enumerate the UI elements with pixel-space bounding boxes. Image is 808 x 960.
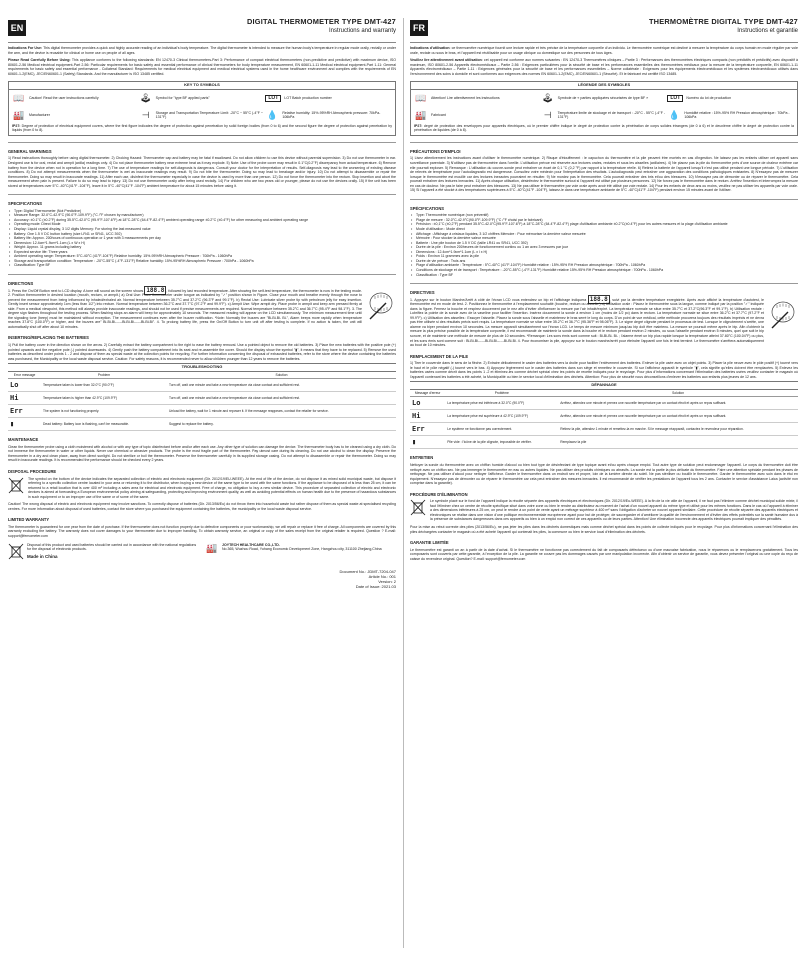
read-text: This appliance conforms to the following standards: EN 12470-3 Clinical thermometers-Part 3: Performance of compact electrical thermometers (non-predictive and predictive) with maximum device, ISO 80601-2-56 Medical electrical equipment-Part 2-56: Particular requirements for basic safety and essential performance of clinical thermometers for body temperature measurement, EN 60601-1-11 Medical electrical equipment-Part 1-11: General requirements for basic safety and essential performance - Collateral Standard: Requirements for medical electrical equipment and medical electrical systems used in the home healthcare environment and complies with the requirements of EN 60601-1-2(EMC), JEC/EN60601-1 (Safety) Standards. And the manufacturer is ISO 13485 certified. — [8, 58, 396, 76]
general-warnings-text: 1) Lisez attentivement les instructions avant d'utiliser le thermomètre numérique. 2) Risque d'étouffement : le capuchon du thermomètre et la pile peuvent être mortels en cas d'ingestion. Ne laissez pas les enfants utiliser cet appareil sans surveillance parentale. 3) N'utilisez pas de thermomètre dans l'oreille. L'utilisation prévue est réservée aux lectures orales, rectales et sous les aisselles (axillaires). 4) Ne placez pas la pile du thermomètre près d'une source de chaleur extrême car elle pourrait exploser. 5) Remarque : L'utilisation du couvre-sonde peut entraîner un écart de 0,1 °C (0,2 °F) par rapport à la température réelle. 6) Retirez la batterie de l'appareil lorsqu'il n'est pas utilisé pendant une longue période. 7) L'utilisation de relevés de température pour l'autodiagnostic est dangereuse. Consultez votre médecin pour l'interprétation des résultats. L'autodiagnostic peut entraîner une aggravation des conditions pathologiques existantes. 8) N'essayez pas de mesurer lorsque le thermomètre est mouillé car des lectures inexactes pourraient en résulter. 9) Ne mordez pas le thermomètre. Cela pourrait entraîner des bris et/ou des blessures. 10) N'essayez pas de démonter ou de réparer le thermomètre. Cela pourrait entraîner des lectures inexactes. 11) Après chaque utilisation, désinfectez le thermomètre surtout si l'appareil est utilisé par plusieurs personnes. 12) Ne forcez pas le thermomètre dans le rectum. Arrêtez l'insertion et interrompez la mesure en cas de douleur. Ne pas le faire peut entraîner des blessures. 13) Ne pas utiliser le thermomètre par voie orale après avoir été utilisé par voie rectale. 14) Pour les enfants de deux ans ou moins, veuillez ne pas utiliser les appareils par voie orale. 15) Si l'appareil a été stocké à des températures supérieures à 5°C -40°C(41°F -104°F), laissez-le dans une température ambiante de 5°C -40°C(41°F -104°F) pendant environ 15 minutes avant de l'utiliser. — [410, 156, 798, 193]
footer-disposal — [8, 543, 199, 561]
spec-item: • Expected service life: Three years — [14, 250, 396, 255]
error-solution: Remplacez la pile — [558, 436, 798, 449]
spec-item: • Conditions de stockage et de transport : Température : -20°C-55°C (-4°F-131°F) Humidité relative 15%-95% RH Pression atmosphérique : 700hPa - 1060hPa — [416, 268, 798, 273]
spec-item: • Weight: Approx. 11 grams including battery — [14, 245, 396, 250]
maintenance-text: Clean the thermometer probe using a cloth moistened with alcohol or with any type of topic disinfectant before and/or after each use. Any other type of solution can damage the device. The thermometer body has to be cleaned using a dry cloth. Do not immerse the thermometer in water or other liquids. Never use chemical or abrasive products. The probe is the most fragile part of the thermometer. Pay utmost care during its cleaning. Do not use alcohol to clean the display. Preserve the thermometer in a dry and clean place, away from direct sunlight. Do not sterilize or boil the thermometer. Preserve the thermometer carefully in its supplied storage casing. Do not attempt to disassemble or repair the thermometer. Doing so may result in inaccurate readings. It is recommended the performance should be checked every 2 years. — [8, 444, 396, 463]
language-badge: FR — [410, 20, 428, 36]
read-label: Please Read Carefully Before Using: — [8, 58, 71, 63]
error-problem: La température prise est inférieure à 32.0°C (90.0°F) — [445, 397, 558, 410]
directions-text-2: , followed by last recorded temperature. After showing the self-test temperature, the thermometer is now in the testing mode. 2. Position thermometer in desired location (mouth, rectum, or armpit.) a) Oral Use: Place thermometer under tongue as indicated by "✓" position shown in Figure. Close your mouth and breathe evenly through the nose to prevent the measurement from being influenced by inhaled/exhaled air. Normal temperature between 35.7°C and 37.2°C (96.3°F and 99.1°F). b) Rectal Use: Lubricate silver probe tip with petroleum jelly for easy insertion. Gently insert sensor approximately 1cm (less than 1/2") into rectum. Normal temperature between 36.2°C and 37.7°C (97.2°F and 99.9°F). c) Armpit Use: Wipe armpit dry. Place probe in armpit and keep arm pressed firmly at side. From a medical viewpoint, this method will always provide inaccurate readings, and should not be used if precise measurements are required. Normal temperature between 35.2°C and 36.7°C (95.4°F and 98.1°F). 3. The degree sign flashes throughout the testing process. When flashing stops an alarm will beep for approximately 10 seconds. The measured reading will appear on the LCD simultaneously. The minimum measurement time until the signaling tone (beep) must be maintained without exception. The measurement continues even after the buzzer notification. *Note: Normally the buzzes are "Bi-Bi-Bi- Bi-", Alarm beeps more rapidly when temperature reaches 37.8°C (100.0°F) or higher, and the buzzes are" Bi-Bi-Bi------Bi-Bi-Bi------Bi-Bi-Bi". 4. To prolong battery life, press the On/Off Button to turn unit off after testing is complete. If no action is taken, the unit will automatically shut off after about 10 minutes. — [8, 288, 362, 329]
company-address: No.365, Wuzhou Road, Yuhang Economic Development Zone, Hangzhou city, 311100 Zhejiang,China — [222, 547, 382, 552]
symbol-storage — [541, 110, 668, 121]
ip-rating — [9, 124, 395, 135]
page-title: DIGITAL THERMOMETER TYPE DMT-427 — [246, 17, 396, 26]
page-title: THERMOMÈTRE DIGITAL TYPE DMT-427 — [648, 17, 798, 26]
symbols-row — [411, 90, 797, 107]
company-block — [222, 543, 382, 561]
symbol-lot — [667, 95, 794, 102]
error-solution: Arrêtez, attendez une minute et prenez une nouvelle température par un contact étroit et après un repos suffisant. — [558, 410, 798, 423]
table-row — [410, 397, 798, 410]
symbols-row — [9, 90, 395, 107]
warranty-title: GARANTIE LIMITÉE — [410, 540, 449, 546]
disposal-text: The symbol on the bottom of the device indicates the separated collection of electric and electronic equipment (Dir. 2012/19/EU-WEEE). At the end of life of the device, do not dispose it as mixed solid municipal waste, but dispose it referring to a specific collection centre located in your area or returning it to the distributor, when buying a new device of the same type to be used with the same functions. If the appliance to be disposed of is less than 25 cm, it can be returned to a retail location that is over 400 m² including a sales area for electrical and electronic equipment. Free of charge, no obligation to buy a new similar device. This procedure of separated collection of electric and electronic devices is aimed at forecasting a European environmental policy aiming at safeguarding, protecting and improving environment quality, as well as avoiding potential effects on human health due to the presence of hazardous substances in such equipment or to an improper use of the same or of some of the same. — [28, 476, 396, 499]
version: Version: 2 — [378, 578, 396, 584]
section-rule — [8, 142, 396, 143]
header — [410, 17, 798, 43]
error-problem: The system is not functioning properly. — [41, 405, 167, 418]
footer-note-block — [27, 543, 199, 561]
spec-item: • Précision : ±0,1°C (±0,2°F) pendant 35.5°C-42.0°C(95.9°F-107.6°F) à 18°C-28°C (64.4°F-82.4°F) plage d'utilisation ambiante ±0.2°C(±0.4°F) pour les autres mesures et la plage d'utilisation ambiante — [416, 222, 798, 227]
mouth-placement-icon — [768, 298, 798, 336]
error-code: Lo — [410, 397, 445, 410]
symbol-manufacturer — [414, 110, 541, 121]
read-label: Veuillez lire attentivement avant utilisation — [410, 58, 482, 63]
troubleshooting-title: DÉPANNAGE — [410, 381, 798, 390]
spec-item: • Poids : Environ 11 grammes avec la pile — [416, 254, 798, 259]
spec-item: • Operating mode: Direct Mode — [14, 222, 396, 227]
date-of-issue: Date of Issue: 2021.03 — [355, 583, 396, 589]
error-solution: Suggest to replace the battery. — [167, 418, 396, 431]
caution-text: Pour la mise au rebut correcte des piles (2013/56/Eu), ne pas jeter les piles dans les déchets domestiques mais comme déchet spécial dans les points de collecte indiqués pour le recyclage. Pour plus d'informations concernant l'élimination des piles déchargées contacter le magasin où a été acheté l'appareil qui contenait les piles, la commune ou bien le service local d'élimination des déchets. — [410, 525, 798, 534]
disposal-text: Le symbole placé sur le fond de l'appareil indique la récolte séparée des appareils électriques et électroniques (Dir. 2012/19/Eu-WEEE). A la fin de la vie utile de l'appareil, il ne faut pas l'éliminer comme déchet municipal solide mixte, il faut l'éliminer chez un centre de récolte spécifique situé dans votre zone ou bien le rendre au distributeur au moment de l'achat d'un nouvel appareil du même type et utilisé pour les mêmes fonctions. Dans le cas où l'appareil à éliminer a des dimensions inférieures à 25 cm, on peut le rendre à un point de vente ayant un métrage supérieur à 400 m² sans l'obligation d'acheter un nouvel appareil similaire. Cette procédure de récolte séparée des appareils électriques et électroniques se réalise dans une vision d'une politique environnementale européenne ayant pour but de protéger, de sauvegarder et d'améliorer la qualité de l'environnement et d'éviter des effets potentiels sur la santé humaine dus à la présence de substances dangereuses dans ces appareils ou bien à un emploi non correct de ces appareils ou de leurs parties. Attention! Une élimination incorrecte des appareils électriques pourrait impliquer des pénalités. — [430, 499, 798, 522]
crossed-bin-icon — [410, 499, 426, 517]
error-solution: Turn off, wait one minute and take a new temperature via close contact and sufficient rest. — [167, 392, 396, 405]
ip-text: Degree of protection of electrical equipment covers, where the first figure indicates the degree of protection against penetration by solid foreign bodies (from 0 to 6) and the second figure the degree of protection against penetration by liquids (from 0 to 8). — [12, 123, 392, 133]
specifications-list — [410, 213, 798, 277]
crossed-bin-icon — [8, 543, 24, 561]
symbol-bf — [139, 93, 266, 104]
battery-icon: ▮ — [410, 436, 445, 449]
ip-rating — [411, 124, 797, 135]
error-problem: Temperature taken is higher than 42.9°C (109.9°F) — [41, 392, 167, 405]
symbol-storage — [139, 110, 266, 121]
symbol-bf-text: Symbole de « parties appliquées sécurisées de type BF » — [557, 96, 649, 101]
company-name: JOYTECH HEALTHCARE CO.,LTD. — [222, 542, 280, 547]
error-problem: La température prise est supérieure à 42.9°C (109.9°F) — [445, 410, 558, 423]
ip-code: IP27: — [414, 123, 423, 128]
ip-text: degré de protection des enveloppes pour appareils électriques, où le premier chiffre indique le degré de protection contre la pénétration de corps solides étrangers (de 0 à 6) et le deuxième chiffre le degré de protection contre la pénétration de liquides (de 0 à 8). — [414, 123, 794, 133]
symbol-bf-text: Symbol for "type BF applied parts" — [155, 96, 210, 101]
spec-item: • Measure Range: 32.0°C-42.9°C (90.0°F-109.9°F) (°C /°F chosen by manufacturer) — [14, 213, 396, 218]
column-header: Problem — [41, 372, 167, 379]
section-rule — [410, 142, 798, 143]
symbol-bf — [541, 93, 668, 104]
error-problem: Temperature taken is lower than 32.0°C (90.0°F) — [41, 379, 167, 392]
battery-icon: ▮ — [8, 418, 41, 431]
spec-item: • Battery life: Approx. 200hours of continuous operation or 1 year with 3 measurements per day — [14, 236, 396, 241]
footer-manufacturer — [205, 543, 396, 561]
indications-paragraph — [8, 46, 396, 55]
symbol-storage-text: Température limite de stockage et de transport : -20°C - 55°C (-4°F - 131°F) — [557, 110, 666, 120]
spec-item: • Classification: Type BF — [14, 263, 396, 268]
directions-text-1: 1. Press the On/Off Button next to LCD display. A tone will sound as the screen shows — [8, 288, 144, 293]
spec-item: • Batterie : Une pile bouton de 1.5 V DC (taille LR41 ou SR41, UCC 392) — [416, 241, 798, 246]
spec-item: • Mémoire : Pour stocker la dernière valeur mesurée — [416, 236, 798, 241]
error-problem: Le système ne fonctionne pas correctement. — [445, 423, 558, 436]
symbols-box — [8, 81, 396, 136]
table-row — [8, 418, 396, 431]
factory-icon: 🏭 — [13, 110, 25, 121]
ip-code: IP27: — [12, 123, 21, 128]
warranty-title: LIMITED WARRANTY — [8, 517, 50, 523]
symbol-lot-text: LOT Batch production number — [284, 96, 332, 101]
symbol-manufacturer-text: Manufacturer — [29, 113, 50, 118]
symbol-humidity-text: Humidité relative : 15%-95% RH Pression atmosphérique : 70kPa - 106kPa — [684, 110, 790, 120]
error-solution: Unload the battery, wait for 1 minute and repower it. If the message reappears, contact the retailer for service. — [167, 405, 396, 418]
column-header: Error message — [8, 372, 41, 379]
spec-item: • Ambient operating range: Temperature: 5°C-40°C (41°F-104°F) Relative humidity: 15%-95%RH Atmospheric Pressure : 700hPa - 1060hPa — [14, 254, 396, 259]
directions-block — [8, 286, 396, 330]
bf-applied-part-icon: 🕹 — [139, 93, 152, 104]
column-divider — [403, 18, 404, 948]
symbol-caution-text: Caution! Read the user instructions carefully — [29, 96, 99, 101]
lot-icon: LOT — [265, 95, 281, 102]
warranty-text: Le thermomètre est garanti un an à partir de la date d'achat. Si le thermomètre ne fonctionne pas correctement du fait de composants défectueux ou d'une mauvaise fabrication, nous le réparerons ou le remplacerons gratuitement. Tous les composants sont couverts par cette garantie, à l'exception de la pile. La garantie ne couvre pas les dommages causés par une manipulation incorrecte. Afin d'obtenir un service de garantie, vous devez présenter l'original ou une copie du reçu de caisse du revendeur original. Question? E-mail: support@femometer.com — [410, 547, 798, 561]
spec-item: • Dimension: 12.4cm*1.9cm*1.1cm (L x W x H) — [14, 241, 396, 246]
directions-block — [410, 295, 798, 348]
lcd-display-icon: 188.8 — [146, 286, 165, 294]
disposal-title: DISPOSAL PROCEDURE — [8, 468, 57, 474]
humidity-icon: 💧 — [266, 110, 278, 121]
table-row — [8, 392, 396, 405]
read-instructions-icon: 📖 — [13, 93, 25, 104]
read-paragraph — [8, 58, 396, 76]
directions-text — [8, 286, 362, 330]
disposal-block — [410, 499, 798, 522]
english-column — [8, 17, 396, 589]
symbol-humidity — [667, 110, 794, 121]
table-row — [8, 405, 396, 418]
directions-title: DIRECTIVES — [410, 290, 435, 296]
spec-item: • Battery: One 1.5 V DC button battery (size LR41 or SR41, UCC 392) — [14, 232, 396, 237]
directions-title: DIRECTIONS — [8, 280, 34, 286]
made-in: Made in China — [27, 553, 58, 559]
symbol-manufacturer-text: Fabricant — [431, 113, 446, 118]
symbol-lot-text: Numéro du lot de production — [686, 96, 732, 101]
maintenance-title: ENTRETIEN — [410, 455, 434, 461]
symbol-lot — [265, 95, 392, 102]
error-code: Lo — [8, 379, 41, 392]
symbols-title: LÉGENDE DES SYMBOLES — [411, 82, 797, 90]
disposal-block — [8, 477, 396, 500]
read-text: : cet appareil est conforme aux normes suivantes : EN 12470-3 Thermomètres cliniques – Partie 3 : Performances des thermomètres électriques compacts (non prédictifs et prédictifs) avec dispositif à maximum, ISO 80601-2-56 Appareils électromédicaux – Partie 2-56 : Exigences particulières pour la sécurité de base et les performances essentielles des thermomètres médicaux pour la mesure de la température corporelle, EN 60601-1-11 Appareils électromédicaux – Partie 1-11 : Exigences générales pour la sécurité de base et les performances essentielles – Norme collatérale : Exigences pour les équipements électromédicaux et les systèmes électromédicaux utilisés dans l'environnement des soins à domicile et sont conformes aux exigences des normes EN 60601-1-2(EMC), JEC/EN60601-1 (Sécurité). Et le fabricant est certifié ISO 13485. — [410, 58, 798, 76]
specifications-list — [8, 209, 396, 268]
directions-text — [410, 295, 764, 348]
header — [8, 17, 396, 43]
maintenance-text: Nettoyer la sonde du thermomètre avec un chiffon humide d'alcool ou bien tout type de désinfectant de type topique avant et/ou après chaque emploi. Tout autre type de solution peut endommager l'appareil. Le corps du thermomètre doit être nettoyé avec un chiffon sec. Ne pas immerger le thermomètre en eau ou autres liquides. Ne pas utiliser des produits chimiques ou abrasifs. La sonde est la partie la plus délicate du thermomètre. Faire une attention spéciale pendant les phases de nettoyage. Ne pas utiliser d'alcool pour nettoyer l'afficheur. Garder le thermomètre dans un endroit sec et propre, loin de la lumière directe du soleil. Ne pas stériliser ou bouillir le thermomètre. Garder le thermomètre avec soin dans le étui en équipement. N'essayez pas de démonter ou de réparer le thermomètre car cela peut entraîner des mesures inexactes. Il est recommandé de vérifier les prestations de l'appareil tous les 2 ans. Contacter le service d'assistance Laica (activité non comprise dans la garantie). — [410, 462, 798, 486]
page-subtitle: Instructions et garantie — [737, 28, 798, 34]
symbol-humidity — [265, 110, 392, 121]
table-row — [410, 436, 798, 449]
lcd-display-icon: 188.8 — [589, 295, 608, 303]
directions-text-2: , suivi par la dernière température enregistrée. Après avoir affiché la température d'autotest, le thermomètre est en mode de test. 2. Positionnez le thermomètre à l'emplacement souhaité (bouche, rectum ou aisselle.) a) Utilisation orale : Placez le thermomètre sous la langue, comme indiqué par la position "✓" indiquée dans la figure. Fermez la bouche et respirez doucement par le nez afin d'éviter d'influencer la mesure par l'air inhalé/expiré. La température normale se situe entre 35.7°C et 37.2°C(96.3°F et 99.1°F). b) Utilisation rectale : Lubrifiez la pointe de la sonde avec de la vaseline pour faciliter l'insertion. Insérez doucement la sonde à environ 1 cm (moins de 1/2 po) dans le rectum. La température normale se situe entre 36.2°C et 37.7°C (97.2°F et 99.9°F). c) Utilisation des aisselles : Essuyer l'aisselle. Placez la sonde sous l'aisselle et maintenez le bras serré le long du corps. D'un point de vue médical, cette méthode procurera toujours des résultats imprécis et ne devra pas être utilisée si des résultats précis sont requis. La température normale se situe entre 35.2°C et 36.7°C (95.36°F et 98.06°F). 3. Le signe degré clignote pendant le processus de test. Lorsque le clignotement s'arrête, une alarme va biper pendant environ 10 secondes. La mesure apparaît simultanément sur l'écran LCD. Le temps de mesure minimum jusqu'au bip doit être maintenu. La mesure se poursuit même après le bip. Afin d'obtenir la mesure la plus précise possible de la température corporelle, il est recommandé de maintenir la sonde dans la bouche et le rectum pendant environ 2 minutes, ou sous l'aisselle pendant environ 5 minutes, quel que soit le bip sonore, et de maintenir une méthode de mesure de plus de 10 secondes. *Remarque: Les sons émis sont comme suit : Bi-Bi-Bi- Bi- ; l'alarme émet un bip plus rapide lorsque la température atteint 37.80°C (100.04°F) ou plus, et les sons émis sont comme suit : Bi-Bi-Bi------Bi-Bi-Bi------Bi-Bi-Bi. 4. Pour économiser la pile, appuyez sur le bouton marche/arrêt pour éteindre l'appareil une fois le test terminé. Le thermomètre s'arrêtera automatiquement au bout de 10 minutes. — [410, 297, 764, 348]
error-code: Err — [410, 423, 445, 436]
page-subtitle: Instructions and warranty — [328, 28, 396, 34]
symbol-humidity-text: Relative humidity: 15%-95%RH Atmospheric pressure: 70kPa-106kPa — [282, 110, 381, 120]
error-code: Hi — [8, 392, 41, 405]
battery-title: INSERTING/REPLACING THE BATTERIES — [8, 335, 89, 341]
indications-text: This digital thermometer provides a quick and highly accurate reading of an individual's body temperature. The digital thermometer is intended to measure the human body's temperature in regular mode orally, rectally or under the arm, and the device is reusable for clinical or home use on people of all ages. — [8, 46, 396, 55]
indications-label: Indications d'utilisation — [410, 46, 450, 50]
spec-item: • Type: Thermomètre numérique (non préventif) — [416, 213, 798, 218]
battery-title: REMPLACEMENT DE LA PILE — [410, 353, 469, 359]
indications-text: : ce thermomètre numérique fournit une lecture rapide et très précise de la température corporelle d'un individu. Le thermomètre numérique est destiné à mesurer la température du corps humain en mode régulier par voie orale, rectale ou sous le bras, et l'appareil est réutilisable pour un usage clinique ou domestique sur des personnes de tous âges. — [410, 46, 799, 55]
error-solution: Retirez la pile, attendez 1 minute et remettez-la en marche. Si le message réapparaît, contactez le revendeur pour réparation. — [558, 423, 798, 436]
table-row — [8, 379, 396, 392]
section-rule — [410, 283, 798, 284]
section-rule — [8, 274, 396, 275]
error-problem: Pile vide : l'icône de la pile clignote, impossible de vérifier. — [445, 436, 558, 449]
mouth-placement-icon — [366, 289, 396, 327]
specifications-title: SPECIFICATIONS — [8, 201, 43, 207]
spec-item: • Mode d'utilisation : Mode direct — [416, 227, 798, 232]
humidity-icon: 💧 — [668, 110, 680, 121]
troubleshooting-table — [8, 372, 396, 432]
document-number: Document No.: JDMT-7204-047 — [339, 568, 396, 574]
symbol-storage-text: Storage and Transportation Temperature Limit: -20°C ~ 55°C (-4°F ~ 131°F) — [155, 110, 263, 120]
error-solution: Arrêtez, attendez une minute et prenez une nouvelle température par un contact étroit et après un repos suffisant. — [558, 397, 798, 410]
symbol-caution-text: Attention! Lire attentivement les instructions — [431, 96, 500, 101]
spec-item: • Durée de la pile : Environ 200heures de fonctionnement continu ou 1 an avec 3 mesures par jour — [416, 245, 798, 250]
symbols-box — [410, 81, 798, 136]
disposal-title: PROCÉDURE D'ÉLIMINATION — [410, 491, 468, 497]
directions-text-1: 1. Appuyez sur le bouton Marche/Arrêt à côté de l'écran LCD vous entendrez un bip et l'affichage indiquera — [410, 297, 587, 302]
general-warnings-text: 1) Read instructions thoroughly before using digital thermometer. 2) Choking Hazard: Thermometer cap and battery may be fatal if swallowed. Do not allow children to use this device without parental supervision. 3) Do not use thermometer in ear. Designed use is for oral, rectal and armpit (axilla) readings only. 4) Do not place thermometer battery near extreme heat as it may explode. 5) Note: Use of the probe cover may result in 0.1°C(0.2°F) discrepancy from actual temperature. 6) Remove battery from the device when not in operation for a long time. 7) The use of temperature readings for self-diagnosis is dangerous. Consult your doctor for the interpretation of results. Self-diagnosis may lead to the worsening of existing disease conditions. 8) Do not attempt measurements when the thermometer is wet as inaccurate readings may result. 9) Do not bite the thermometer. Doing so may lead to breakage and/or injury. 10) Do not attempt to disassemble or repair the thermometer. Doing so may result in inaccurate readings. 11) After each use, disinfect the thermometer especially in case the device is used by more than one person. 12) Do not force the thermometer into the rectum. Stop insertion and abort the measurement when pain is present. Failure to do so may lead to injury. 13) Do not use thermometer orally after being used rectally. 14) For children who are two years old or younger, please do not use the devices orally. 15) If the unit has been stored at temperatures over 5°C -40°C(41°F -104°F), leave it in 5°C -40°C(41°F -104°F) ambient temperature for about 15 minutes before using it. — [8, 156, 396, 188]
spec-item: • Dimensions : 12.4cm*1.9cm*1.1cm (L x l x H) — [416, 250, 798, 255]
battery-text: 1) Tirer le couvercle dans le sens de la flèche. 2) Extraire délicatement le casier des batteries vers la droite pour faciliter l'enlèvement des batteries. Enlever la pile usée avec un objet pointu. 3) Placer la pile neuve avec le pôle positif (+) tourné vers le haut et le pôle négatif (-) tourné vers le bas. 4) Appuyez légèrement sur le casier des batteries dans son siège et remettez le couvercle. Si sur l'afficheur apparaît le symbole "▮", cela signifie qu'elles doivent être remplacées. 5) Enlevez les batteries usées comme décrit dans les points 1 -2 et éliminez-les comme déchet spécial chez les points de recette indiqués pour le recyclage. Pour plus d'informations concernant l'élimination des batteries usées veuillez contacter le magasin où l'appareil contenant les batteries a été acheté, la Municipalité ou bien le service local d'élimination des déchets. Attention: Pour plus de sécurité nous déconseillons d'enlever les batteries aux enfants plus jeunes de 12 ans. — [410, 361, 798, 379]
spec-item: • Affichage : Affichage à cristaux liquides, 3 1/2 chiffres Mémoire : Pour mémoriser la dernière valeur mesurée — [416, 232, 798, 237]
specifications-title: SPÉCIFICATIONS — [410, 205, 445, 211]
section-rule — [410, 199, 798, 200]
french-column — [410, 17, 799, 561]
troubleshooting-table — [410, 390, 798, 450]
symbol-caution — [414, 93, 541, 104]
crossed-bin-icon — [8, 477, 24, 495]
symbols-row — [411, 107, 797, 124]
temperature-limit-icon: ⊣ — [543, 110, 552, 121]
spec-item: • Classification : Type BF — [416, 273, 798, 278]
error-code: Err — [8, 405, 41, 418]
column-header: Solution — [167, 372, 396, 379]
column-header: Problème — [445, 390, 558, 397]
troubleshooting-title: TROUBLESHOOTING — [8, 363, 396, 372]
document-info — [8, 569, 396, 589]
temperature-limit-icon: ⊣ — [141, 110, 150, 121]
caution-text: Caution! The wrong disposal of electric and electronic equipment may involve sanctions. To correctly dispose of batteries (Dir. 2013/56/Eu) do not throw them into household waste but rather dispose of them as special waste at specialised recycling centres. For more information about disposal of used batteries, contact the store where you purchased the equipment containing the batteries, the municipality or the local waste disposal service. — [8, 502, 396, 511]
general-warnings-title: PRÉCAUTIONS D'EMPLOI — [410, 148, 461, 154]
language-badge: EN — [8, 20, 26, 36]
read-paragraph — [410, 58, 798, 76]
spec-item: • Display: Liquid crystal display, 3 1/2 digits Memory: For storing the last measured value — [14, 227, 396, 232]
spec-item: • Plage de mesure : 32.0°C-42.9°C(90.0°F-109.9°F) (°C /°F choisi par le fabricant) — [416, 218, 798, 223]
bf-applied-part-icon: 🕹 — [541, 93, 554, 104]
error-code: Hi — [410, 410, 445, 423]
spec-item: • Type: Digital Thermometer (Not Predictive) — [14, 209, 396, 214]
spec-item: • Plage d'utilisation ambiante : Température : 5°C-40°C (41°F-104°F) Humidité relative : 15%-95% RH Pression atmosphérique : 700hPa - 1060hPa — [416, 263, 798, 268]
symbol-caution — [12, 93, 139, 104]
table-header-row — [8, 372, 396, 379]
footer-note: Disposal of this product and used batteries should be carried out in accordance with the national regulations for the disposal of electronic products. — [27, 542, 197, 552]
indications-paragraph — [410, 46, 798, 55]
error-solution: Turn off, wait one minute and take a new temperature via close contact and sufficient rest. — [167, 379, 396, 392]
table-row — [410, 410, 798, 423]
error-problem: Dead battery: Battery icon is flashing, can't be measurable. — [41, 418, 167, 431]
read-instructions-icon: 📖 — [415, 93, 427, 104]
spec-item: • Accuracy: ±0.1°C (±0.2°F) during 35.5°C-42.0°C (95.9°F-107.6°F) at 18°C-28°C (64.4°F-82.4°F) ambient operating range ±0.2°C (±0.4°F) for other measuring and ambient operating range — [14, 218, 396, 223]
factory-icon: 🏭 — [415, 110, 427, 121]
symbols-title: KEY TO SYMBOLS — [9, 82, 395, 90]
symbols-row — [9, 107, 395, 124]
table-header-row — [410, 390, 798, 397]
maintenance-title: MAINTENANCE — [8, 437, 39, 443]
section-rule — [8, 194, 396, 195]
indications-label: Indications For Use: — [8, 46, 43, 50]
column-header: Solution — [558, 390, 798, 397]
spec-item: • Durée de vie prévue : Trois ans — [416, 259, 798, 264]
factory-icon: 🏭 — [206, 542, 218, 553]
battery-text: 1) Pull the battery cover in the direction shown on the arrow. 2) Carefully extract the battery compartment to the right to ease the battery removal. Use a pointed object to remove the old batteries. 3) Place the new batteries with the positive pole (+) pointed upwards and the negative pole (-) pointed downwards. 4) Gently push the battery compartment into its seat and re-assemble the cover. Should the display show the symbol "▮", it means that they have to be replaced. 5) Remove the used batteries as described under points 1 - 2 and dispose of them as special waste at the collection points for recycling. For further information concerning the disposal of exhausted batteries, refer to the store where the device containing the batteries was purchased, the Municipality or the local waste disposal service. Caution: For safety reasons, it is recommended never to allow children younger than 12 years to remove the batteries. — [8, 342, 396, 361]
lot-icon: LOT — [667, 95, 683, 102]
column-header: Message d'erreur — [410, 390, 445, 397]
symbol-manufacturer — [12, 110, 139, 121]
spec-item: • Storage and transportation condition: Temperature : -20°C-55°C (-4°F-131°F) Relative humidity: 15%-95%RH Atmospheric Pressure : 700hPa - 1060hPa — [14, 259, 396, 264]
warranty-text: The thermometer is guaranteed for one year from the date of purchase. If the thermometer does not function properly due to defective components or poor workmanship, we will repair or replace it free of charge. All components are covered by this warranty excluding the battery. The warranty does not cover damages to your thermometer due to improper handling. To obtain warranty service, an original or copy of the sales receipt from the original retailer is required. Question ? E-mail: support@femometer.com — [8, 524, 396, 538]
article-number: Article No.: 001 — [368, 573, 396, 579]
table-row — [410, 423, 798, 436]
footer — [8, 543, 396, 561]
general-warnings-title: GENERAL WARNINGS — [8, 148, 52, 154]
